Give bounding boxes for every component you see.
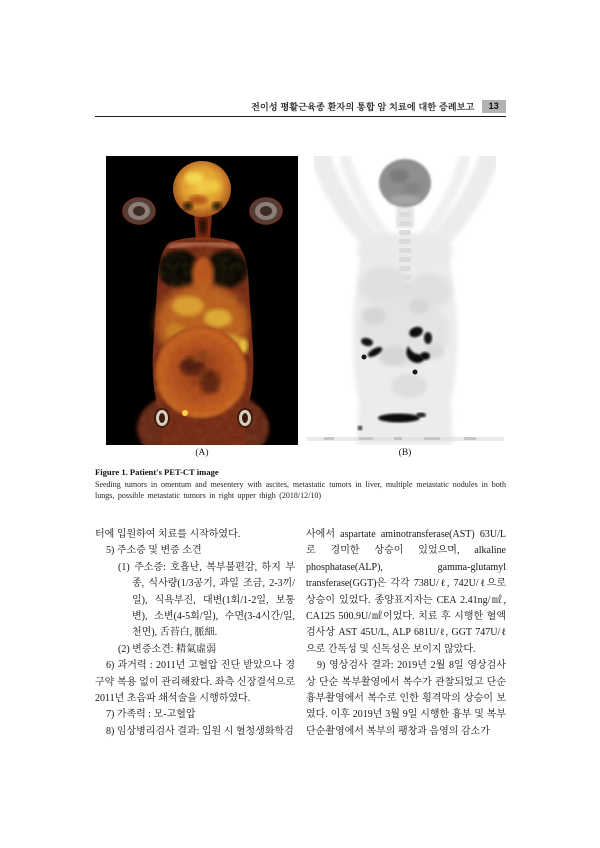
scan-labels: [95, 448, 506, 458]
body-paragraph: 7) 가족력 : 모-고혈압: [106, 709, 196, 721]
pet-grayscale-scan-image: [304, 156, 506, 445]
running-head-title: 전이성 평활근육종 환자의 통합 암 치료에 대한 증례보고: [251, 102, 475, 112]
pet-grayscale-drawing: [304, 156, 506, 445]
running-head: [95, 100, 506, 117]
figure-caption-title: Figure 1. Patient's PET-CT image: [95, 467, 219, 477]
body-paragraph: 사에서 aspartate aminotransferase(AST) 63U/L로 경미한 상승이 있었으며, alkaline phosphatase(ALP), gamma-glutamyl transferase(GGT)은 각각 738U/ℓ, 742U/ℓ으로 상승이 있었다. 종양표지자는 CEA 2.41ng/㎖, CA125 500.9U/㎖이었다. 치료 후 시행한 혈액검사상 AST 45U/L, ALP 681U/ℓ, GGT 747U/ℓ으로 간독성 및 신독성은 보이지 않았다.: [306, 529, 506, 655]
scan-a-label: (A): [195, 448, 209, 458]
body-paragraph: 6) 과거력 : 2011년 고혈압 진단 받았으나 경구약 복용 없이 관리해왔다. 좌측 신장결석으로 2011년 초음파 쇄석술을 시행하였다.: [95, 660, 295, 705]
body-paragraph: 9) 영상검사 결과: 2019년 2월 8일 영상검사상 단순 복부촬영에서 복수가 관찰되었고 단순 흉부촬영에서 복수로 인한 횡격막의 상승이 보였다. 이후 2019년 3월 9일 시행한 흉부 및 복부 단순촬영에서 복부의 팽창과 음영의 감소가: [306, 660, 506, 737]
body-paragraph: 터에 입원하여 치료를 시작하였다.: [95, 529, 241, 540]
pet-ct-color-drawing: [106, 156, 298, 445]
body-paragraph: 5) 주소증 및 변증 소견: [106, 545, 202, 557]
figure-caption: [95, 467, 506, 501]
pet-ct-fused-scan-image: [106, 156, 298, 445]
left-column: [95, 527, 295, 740]
page-number-badge: 13: [482, 100, 506, 113]
right-column: [306, 527, 506, 740]
body-paragraph: (1) 주소증: 호흡난, 복부불편감, 하지 부종, 식사량(1/3공기, 과일 조금, 2-3끼/일), 식욕부진, 대변(1회/1-2일, 보통변), 소변(4-5회/일), 수면(3-4시간/일, 천면), 舌苔白, 脈細.: [118, 561, 295, 639]
body-paragraph: 8) 임상병리검사 결과: 입원 시 혈청생화학검: [106, 725, 294, 737]
figure-1: [95, 156, 506, 501]
scan-b-label: (B): [398, 448, 412, 458]
scan-row: [95, 156, 506, 445]
figure-caption-body: Seeding tumors in omentum and mesentery with ascites, metastatic tumors in liver, multiple metastatic nodules in both lungs, possible metastatic tumors in right upper thigh (2018/12/10): [95, 480, 506, 500]
body-text: [95, 527, 506, 740]
body-paragraph: (2) 변증소견: 精氣虛弱: [118, 643, 217, 655]
